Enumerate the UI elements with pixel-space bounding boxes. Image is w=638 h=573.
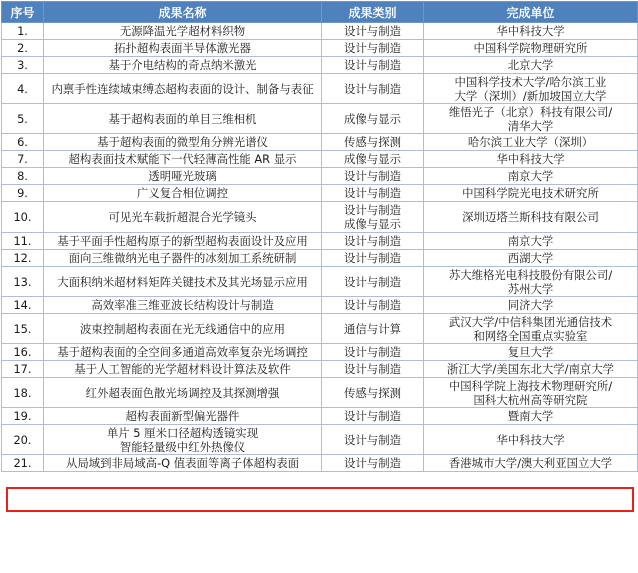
achievement-name-cell-line: 单片 5 厘米口径超构透镜实现 (106, 425, 259, 440)
completing-unit-cell-line: 西湖大学 (507, 251, 554, 265)
row-index-cell: 18. (2, 378, 44, 408)
achievements-table-container (1, 1, 637, 472)
achievement-name-cell (44, 134, 322, 151)
completing-unit-cell-line: 浙江大学/美国东北大学/南京大学 (446, 362, 615, 376)
row-index-cell: 3. (2, 57, 44, 74)
achievement-category-cell (322, 202, 424, 233)
completing-unit-cell-line: 国科大杭州高等研究院 (473, 392, 588, 407)
table-row (2, 267, 638, 297)
achievement-name-cell (44, 297, 322, 314)
table-row (2, 40, 638, 57)
achievement-name-cell-line: 拓扑超构表面半导体激光器 (114, 41, 251, 55)
achievements-table (1, 1, 638, 472)
row-index-cell: 2. (2, 40, 44, 57)
completing-unit-cell-line: 香港城市大学/澳大利亚国立大学 (448, 456, 613, 470)
achievement-category-cell (322, 57, 424, 74)
completing-unit-cell (424, 74, 638, 104)
row-index-cell: 21. (2, 455, 44, 472)
completing-unit-cell-line: 复旦大学 (507, 345, 554, 359)
achievement-category-cell-line: 设计与制造 (344, 58, 401, 72)
achievement-category-cell-line: 设计与制造 (344, 24, 401, 38)
table-row (2, 185, 638, 202)
completing-unit-cell (424, 233, 638, 250)
achievement-name-cell-line: 基于超构表面的微型角分辨光谱仪 (97, 135, 268, 149)
achievement-name-cell (44, 40, 322, 57)
achievement-name-cell (44, 151, 322, 168)
completing-unit-cell (424, 314, 638, 344)
achievement-name-cell (44, 378, 322, 408)
header-index: 序号 (2, 2, 44, 23)
achievement-name-cell (44, 233, 322, 250)
completing-unit-cell-line: 华中科技大学 (496, 152, 565, 166)
completing-unit-cell-line: 中国科学院上海技术物理研究所/ (448, 378, 613, 393)
achievement-category-cell (322, 74, 424, 104)
table-row (2, 455, 638, 472)
achievement-category-cell-line: 通信与计算 (344, 321, 401, 336)
achievement-category-cell-line: 设计与制造 (344, 234, 401, 248)
achievement-category-cell-line: 传感与探测 (344, 385, 401, 400)
table-row (2, 425, 638, 455)
achievement-category-cell (322, 104, 424, 134)
achievement-category-cell (322, 151, 424, 168)
completing-unit-cell-line: 深圳迈塔兰斯科技有限公司 (462, 210, 599, 224)
completing-unit-cell-line: 南京大学 (507, 169, 554, 183)
row-index-cell: 8. (2, 168, 44, 185)
achievement-category-cell-line: 设计与制造 (344, 298, 401, 312)
table-row (2, 344, 638, 361)
completing-unit-cell (424, 134, 638, 151)
achievement-name-cell-line: 基于介电结构的奇点纳米激光 (108, 58, 257, 72)
achievement-name-cell (44, 455, 322, 472)
completing-unit-cell-line: 华中科技大学 (496, 432, 565, 447)
achievement-name-cell (44, 202, 322, 233)
achievement-category-cell-line: 成像与显示 (344, 111, 401, 126)
completing-unit-cell-line: 北京大学 (507, 58, 554, 72)
completing-unit-cell-line: 南京大学 (507, 234, 554, 248)
table-row (2, 314, 638, 344)
achievement-category-cell-line: 设计与制造 (344, 456, 401, 470)
header-unit: 完成单位 (424, 2, 638, 23)
achievement-category-cell (322, 344, 424, 361)
achievement-category-cell (322, 233, 424, 250)
completing-unit-cell-line: 中国科学院光电技术研究所 (462, 186, 599, 200)
table-row (2, 233, 638, 250)
achievement-category-cell-line: 成像与显示 (344, 217, 401, 231)
table-row (2, 104, 638, 134)
achievement-category-cell (322, 297, 424, 314)
table-body (2, 23, 638, 472)
completing-unit-cell (424, 297, 638, 314)
achievement-category-cell-line: 设计与制造 (344, 41, 401, 55)
completing-unit-cell-line: 哈尔滨工业大学（深圳） (467, 135, 594, 149)
table-row (2, 134, 638, 151)
achievement-category-cell-line: 设计与制造 (344, 432, 401, 447)
completing-unit-cell-line: 清华大学 (507, 118, 554, 133)
completing-unit-cell (424, 40, 638, 57)
completing-unit-cell-line: 中国科学院物理研究所 (473, 41, 588, 55)
completing-unit-cell-line: 中国科学技术大学/哈尔滨工业 (454, 74, 607, 89)
achievement-category-cell (322, 408, 424, 425)
completing-unit-cell (424, 408, 638, 425)
table-row (2, 151, 638, 168)
table-header-row (2, 2, 638, 23)
achievement-name-cell-line: 可见光车载折超混合光学镜头 (108, 210, 257, 224)
achievement-name-cell-line: 基于人工智能的光学超材料设计算法及软件 (74, 362, 291, 376)
achievement-category-cell (322, 250, 424, 267)
achievement-category-cell (322, 361, 424, 378)
achievement-category-cell-line: 设计与制造 (344, 409, 401, 423)
achievement-category-cell-line: 设计与制造 (344, 203, 401, 217)
row-index-cell: 20. (2, 425, 44, 455)
achievement-category-cell (322, 185, 424, 202)
achievement-name-cell (44, 74, 322, 104)
completing-unit-cell-line: 维悟光子（北京）科技有限公司/ (448, 104, 613, 119)
completing-unit-cell (424, 202, 638, 233)
achievement-name-cell-line: 智能轻量级中红外热像仪 (119, 439, 246, 454)
achievement-name-cell-line: 波束控制超构表面在光无线通信中的应用 (79, 321, 286, 336)
table-row (2, 23, 638, 40)
completing-unit-cell (424, 151, 638, 168)
achievement-name-cell-line: 内禀手性连续域束缚态超构表面的设计、制备与表征 (51, 81, 314, 96)
row-index-cell: 5. (2, 104, 44, 134)
achievement-category-cell (322, 378, 424, 408)
achievement-category-cell-line: 设计与制造 (344, 186, 401, 200)
completing-unit-cell-line: 暨南大学 (507, 409, 554, 423)
achievement-name-cell (44, 314, 322, 344)
row-index-cell: 12. (2, 250, 44, 267)
table-row (2, 361, 638, 378)
table-row (2, 378, 638, 408)
achievement-category-cell-line: 设计与制造 (344, 169, 401, 183)
completing-unit-cell-line: 和网络全国重点实验室 (473, 328, 588, 343)
achievement-name-cell-line: 基于超构表面的单目三维相机 (108, 111, 257, 126)
achievement-category-cell-line: 设计与制造 (344, 81, 401, 96)
completing-unit-cell-line: 大学（深圳）/新加坡国立大学 (454, 88, 607, 103)
achievement-category-cell (322, 134, 424, 151)
row-index-cell: 10. (2, 202, 44, 233)
completing-unit-cell (424, 344, 638, 361)
row-index-cell: 9. (2, 185, 44, 202)
achievement-name-cell (44, 185, 322, 202)
completing-unit-cell (424, 425, 638, 455)
achievement-category-cell (322, 314, 424, 344)
row-index-cell: 1. (2, 23, 44, 40)
achievement-name-cell (44, 168, 322, 185)
achievement-name-cell-line: 透明哑光玻璃 (148, 169, 217, 183)
achievement-category-cell-line: 成像与显示 (344, 152, 401, 166)
completing-unit-cell (424, 23, 638, 40)
table-row (2, 74, 638, 104)
achievement-name-cell (44, 104, 322, 134)
table-row (2, 168, 638, 185)
achievement-name-cell-line: 基于超构表面的全空间多通道高效率复杂光场调控 (57, 345, 308, 359)
achievement-category-cell (322, 267, 424, 297)
achievement-category-cell (322, 425, 424, 455)
achievement-name-cell-line: 从局域到非局域高-Q 值表面等离子体超构表面 (65, 456, 300, 470)
row-index-cell: 17. (2, 361, 44, 378)
completing-unit-cell (424, 185, 638, 202)
achievement-name-cell-line: 面向三维微纳光电子器件的冰刻加工系统研制 (68, 251, 297, 265)
achievement-name-cell (44, 57, 322, 74)
table-row (2, 202, 638, 233)
row-index-cell: 7. (2, 151, 44, 168)
completing-unit-cell-line: 武汉大学/中信科集团光通信技术 (448, 314, 613, 329)
achievement-name-cell-line: 基于平面手性超构原子的新型超构表面设计及应用 (57, 234, 308, 248)
row-index-cell: 13. (2, 267, 44, 297)
table-row (2, 297, 638, 314)
completing-unit-cell (424, 455, 638, 472)
achievement-name-cell (44, 267, 322, 297)
achievement-category-cell-line: 传感与探测 (344, 135, 401, 149)
achievement-name-cell-line: 高效率准三维亚波长结构设计与制造 (91, 298, 274, 312)
completing-unit-cell (424, 250, 638, 267)
achievement-category-cell (322, 455, 424, 472)
achievement-name-cell (44, 408, 322, 425)
achievement-name-cell-line: 广义复合相位调控 (136, 186, 229, 200)
achievement-name-cell (44, 250, 322, 267)
achievement-name-cell-line: 超构表面新型偏光器件 (125, 409, 240, 423)
completing-unit-cell-line: 华中科技大学 (496, 24, 565, 38)
achievement-category-cell-line: 设计与制造 (344, 251, 401, 265)
achievement-category-cell (322, 40, 424, 57)
completing-unit-cell (424, 361, 638, 378)
achievement-category-cell (322, 168, 424, 185)
completing-unit-cell (424, 267, 638, 297)
achievement-name-cell (44, 425, 322, 455)
row-index-cell: 16. (2, 344, 44, 361)
table-row (2, 57, 638, 74)
row-index-cell: 19. (2, 408, 44, 425)
completing-unit-cell (424, 57, 638, 74)
row-index-cell: 6. (2, 134, 44, 151)
achievement-category-cell-line: 设计与制造 (344, 345, 401, 359)
highlight-row-outline (6, 487, 634, 512)
achievement-name-cell-line: 大面积纳米超材料矩阵关键技术及其光场显示应用 (57, 274, 308, 289)
achievement-name-cell-line: 无源降温光学超材料织物 (119, 24, 246, 38)
row-index-cell: 11. (2, 233, 44, 250)
header-name: 成果名称 (44, 2, 322, 23)
completing-unit-cell-line: 苏大维格光电科技股份有限公司/ (448, 267, 613, 282)
completing-unit-cell-line: 同济大学 (507, 298, 554, 312)
achievement-category-cell-line: 设计与制造 (344, 274, 401, 289)
completing-unit-cell (424, 168, 638, 185)
achievement-name-cell-line: 超构表面技术赋能下一代轻薄高性能 AR 显示 (68, 152, 297, 166)
table-row (2, 408, 638, 425)
row-index-cell: 4. (2, 74, 44, 104)
completing-unit-cell-line: 苏州大学 (507, 281, 554, 296)
completing-unit-cell (424, 378, 638, 408)
achievement-name-cell (44, 361, 322, 378)
achievement-name-cell (44, 344, 322, 361)
achievement-name-cell-line: 红外超表面色散光场调控及其探测增强 (85, 385, 280, 400)
row-index-cell: 15. (2, 314, 44, 344)
table-row (2, 250, 638, 267)
achievement-category-cell (322, 23, 424, 40)
completing-unit-cell (424, 104, 638, 134)
achievement-name-cell (44, 23, 322, 40)
header-category: 成果类别 (322, 2, 424, 23)
row-index-cell: 14. (2, 297, 44, 314)
achievement-category-cell-line: 设计与制造 (344, 362, 401, 376)
